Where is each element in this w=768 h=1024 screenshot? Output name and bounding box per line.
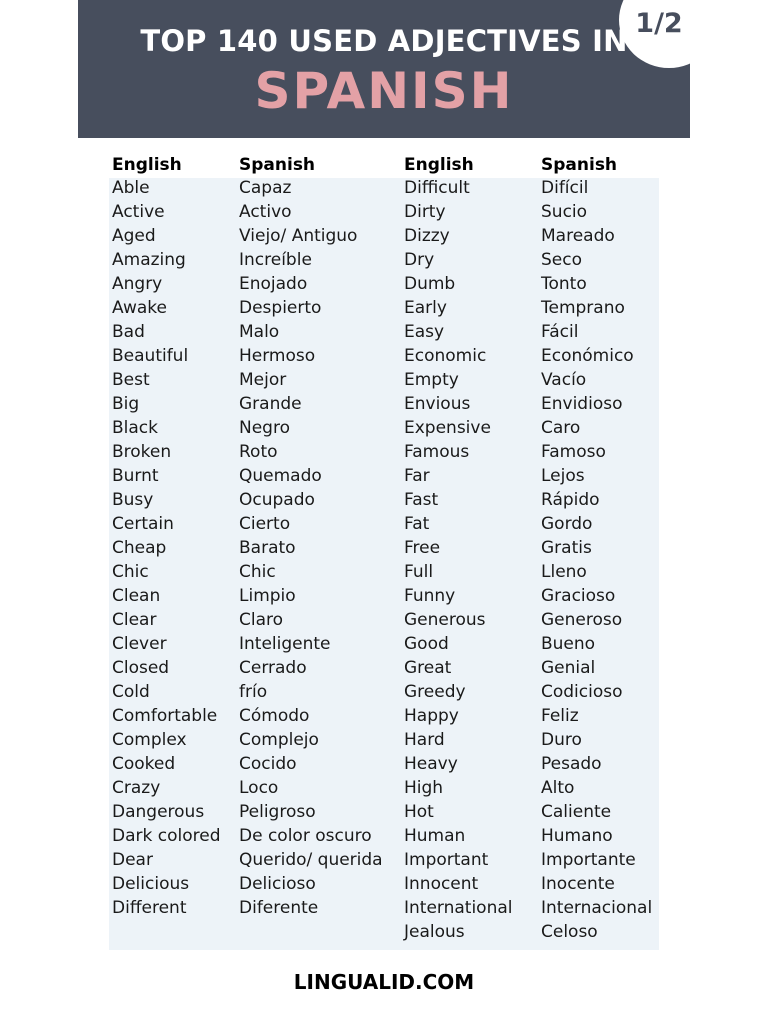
column-english-2 [404,152,513,944]
table-cell: Famous [404,442,470,462]
table-cell: Dizzy [404,226,450,246]
table-cell: Bad [112,322,145,342]
table-cell: Negro [239,418,290,438]
table-cell: Gratis [541,538,592,558]
table-cell: Early [404,298,447,318]
table-cell: Easy [404,322,445,342]
table-cell: Greedy [404,682,466,702]
table-cell: Barato [239,538,296,558]
title-line: TOP 140 USED ADJECTIVES IN [140,24,628,58]
table-cell: Cooked [112,754,176,774]
column-header: Spanish [239,155,316,175]
table-cell: Quemado [239,466,322,486]
table-cell: Gordo [541,514,593,534]
table-cell: Sucio [541,202,588,222]
table-cell: Amazing [112,250,186,270]
table-cell: Caro [541,418,581,438]
table-cell: Codicioso [541,682,623,702]
table-cell: Caliente [541,802,612,822]
table-cell: Great [404,658,452,678]
table-cell: Grande [239,394,302,414]
table-cell: Human [404,826,466,846]
table-cell: Burnt [112,466,159,486]
table-cell: Dark colored [112,826,221,846]
table-cell: Dumb [404,274,456,294]
table-cell: Jealous [404,922,465,942]
table-cell: Mejor [239,370,287,390]
footer-site: LINGUALID.COM [293,970,475,994]
table-cell: Peligroso [239,802,316,822]
table-cell: Difícil [541,178,589,198]
table-cell: Mareado [541,226,615,246]
table-cell: Despierto [239,298,322,318]
table-cell: Black [112,418,158,438]
table-cell: Important [404,850,489,870]
table-cell: Fast [404,490,439,510]
table-cell: Importante [541,850,636,870]
column-spanish-1 [239,152,383,920]
table-cell: Clear [112,610,157,630]
table-cell: Enojado [239,274,308,294]
table-cell: Full [404,562,434,582]
table-cell: Seco [541,250,582,270]
table-cell: Alto [541,778,575,798]
page-title: SPANISH [254,62,514,120]
table-cell: Temprano [541,298,625,318]
table-cell: Cierto [239,514,291,534]
table-cell: Free [404,538,441,558]
table-cell: Cerrado [239,658,307,678]
table-cell: Diferente [239,898,319,918]
table-cell: Delicioso [239,874,316,894]
table-cell: Angry [112,274,163,294]
table-cell: Chic [112,562,149,582]
table-cell: Vacío [541,370,587,390]
table-cell: Busy [112,490,154,510]
table-cell: Limpio [239,586,296,606]
table-cell: Rápido [541,490,600,510]
column-header: English [112,155,182,175]
table-cell: Capaz [239,178,292,198]
table-cell: Cocido [239,754,297,774]
table-cell: Generous [404,610,486,630]
table-cell: Envidioso [541,394,623,414]
table-cell: Dry [404,250,435,270]
table-cell: Clever [112,634,167,654]
table-cell: Cheap [112,538,167,558]
table-cell: Funny [404,586,456,606]
table-cell: Lleno [541,562,587,582]
table-cell: Loco [239,778,279,798]
table-cell: Empty [404,370,459,390]
column-english-1 [112,152,220,920]
table-cell: Dirty [404,202,446,222]
table-cell: De color oscuro [239,826,372,846]
table-cell: Tonto [541,274,587,294]
table-cell: Cómodo [239,706,310,726]
table-cell: Aged [112,226,156,246]
column-header: English [404,155,474,175]
table-cell: Complex [112,730,187,750]
table-cell: Gracioso [541,586,616,606]
table-cell: Feliz [541,706,579,726]
table-cell: Crazy [112,778,161,798]
table-cell: Expensive [404,418,491,438]
table-cell: Complejo [239,730,319,750]
table-cell: Genial [541,658,596,678]
table-cell: International [404,898,513,918]
table-cell: Hot [404,802,434,822]
table-cell: Inocente [541,874,615,894]
table-cell: Activo [239,202,292,222]
table-cell: Far [404,466,430,486]
column-header: Spanish [541,155,618,175]
table-cell: High [404,778,444,798]
table-cell: Cold [112,682,150,702]
table-cell: Increíble [239,250,312,270]
table-cell: Delicious [112,874,190,894]
table-cell: Duro [541,730,582,750]
table-cell: Good [404,634,449,654]
page-badge: 1/2 [635,8,683,39]
table-cell: Big [112,394,140,414]
table-cell: Viejo/ Antiguo [239,226,358,246]
table-cell: Innocent [404,874,479,894]
table-cell: Broken [112,442,172,462]
table-cell: Lejos [541,466,585,486]
table-cell: Able [112,178,150,198]
table-cell: Different [112,898,187,918]
table-cell: Famoso [541,442,606,462]
table-cell: Roto [239,442,278,462]
table-cell: Celoso [541,922,598,942]
table-cell: Generoso [541,610,623,630]
table-cell: Pesado [541,754,602,774]
table-cell: Certain [112,514,174,534]
table-cell: Best [112,370,150,390]
table-cell: Económico [541,346,634,366]
column-spanish-2 [541,152,652,944]
table-cell: Hermoso [239,346,316,366]
table-cell: Difficult [404,178,470,198]
table-cell: Active [112,202,165,222]
table-cell: Fat [404,514,430,534]
table-cell: Comfortable [112,706,218,726]
table-cell: Clean [112,586,161,606]
table-cell: Malo [239,322,280,342]
table-cell: Heavy [404,754,458,774]
table-cell: Internacional [541,898,653,918]
table-cell: Dangerous [112,802,205,822]
table-cell: Economic [404,346,487,366]
table-cell: Closed [112,658,170,678]
table-cell: Fácil [541,322,579,342]
table-cell: Dear [112,850,153,870]
table-cell: Claro [239,610,284,630]
table-cell: Envious [404,394,471,414]
table-cell: Inteligente [239,634,331,654]
table-cell: Humano [541,826,613,846]
table-cell: Bueno [541,634,596,654]
table-cell: Querido/ querida [239,850,383,870]
table-cell: Ocupado [239,490,315,510]
table-cell: Awake [112,298,167,318]
table-cell: frío [239,682,268,702]
table-cell: Happy [404,706,459,726]
table-cell: Chic [239,562,276,582]
table-cell: Hard [404,730,445,750]
table-cell: Beautiful [112,346,189,366]
